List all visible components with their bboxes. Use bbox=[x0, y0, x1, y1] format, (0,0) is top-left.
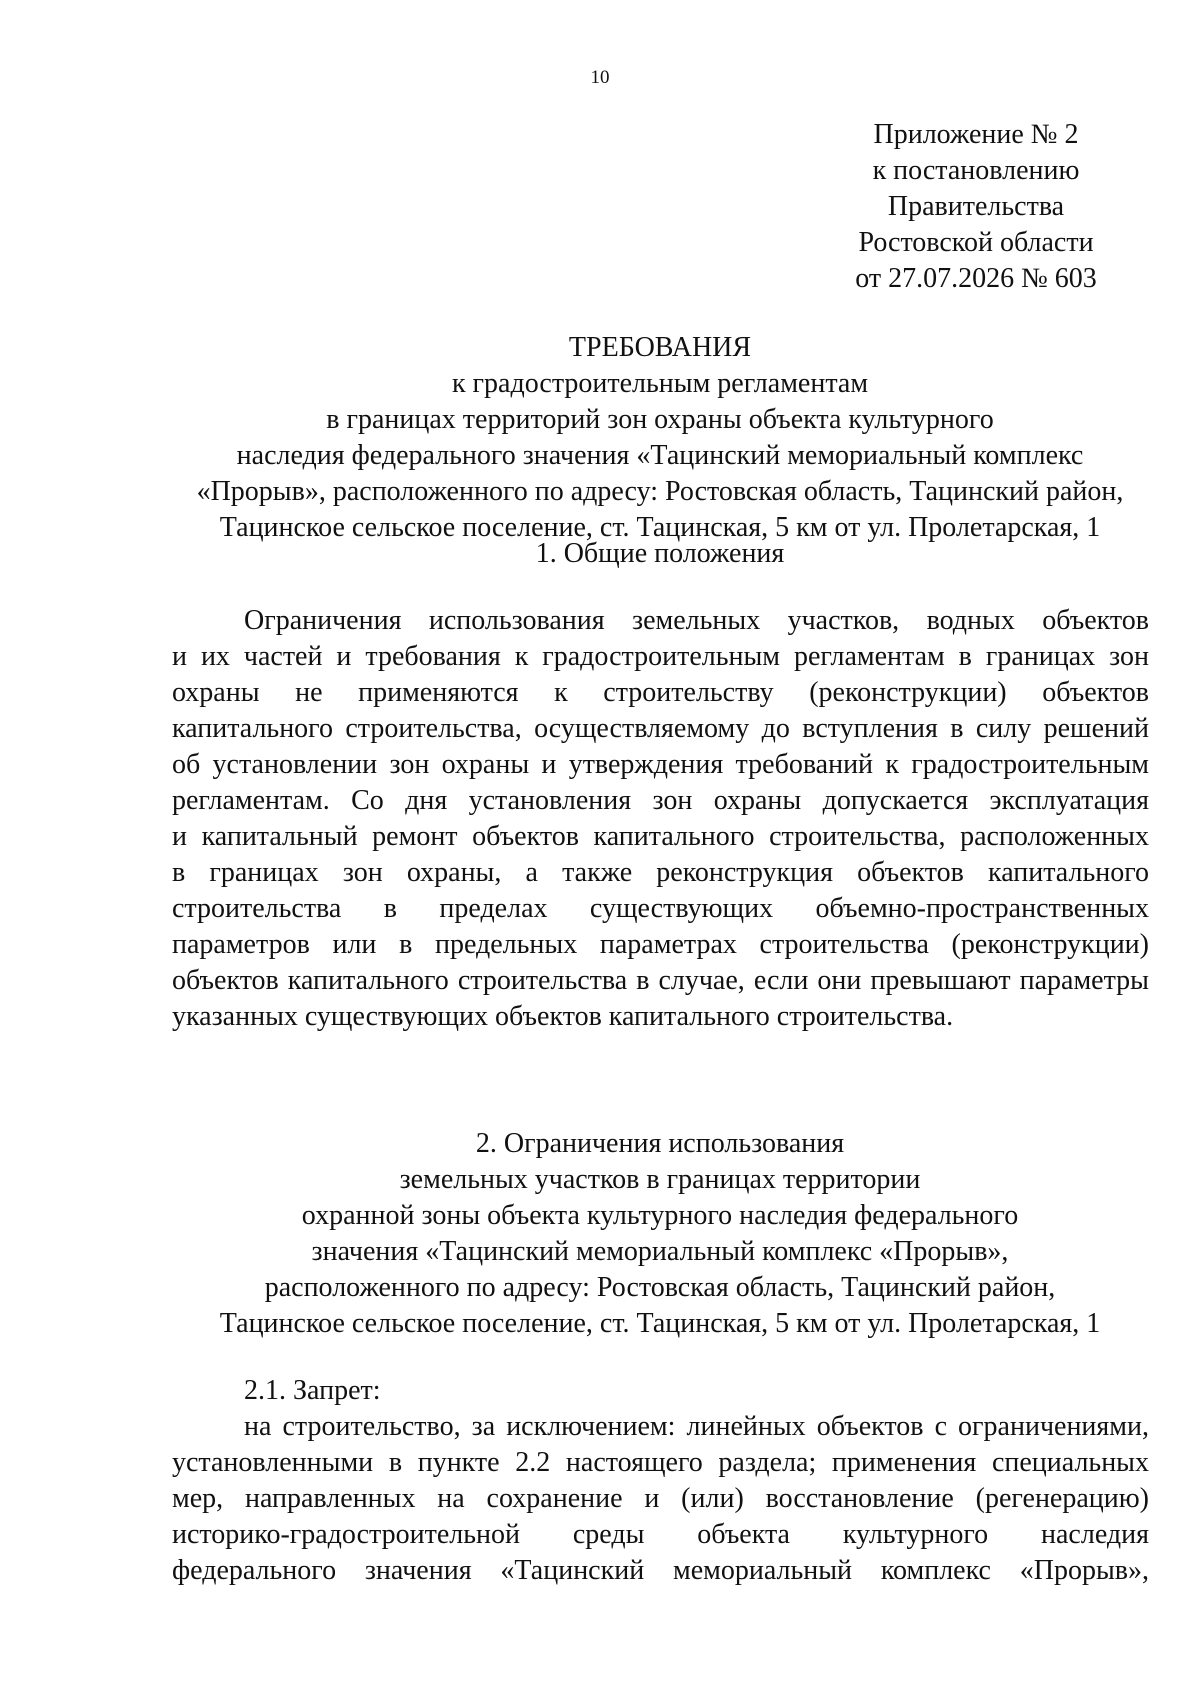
section-heading-line: охранной зоны объекта культурного наследия федерального bbox=[301, 1200, 1019, 1231]
section-2-heading bbox=[140, 1126, 1180, 1342]
paragraph-line: строительства в пределах существующих объемно-пространственных bbox=[172, 893, 1149, 924]
paragraph-line: параметров или в предельных параметрах строительства (реконструкции) bbox=[172, 929, 1149, 960]
paragraph-line: и их частей и требования к градостроительным регламентам в границах зон bbox=[172, 641, 1149, 672]
paragraph-line: об установлении зон охраны и утверждения требований к градостроительным bbox=[172, 749, 1149, 780]
title-line: к градостроительным регламентам bbox=[451, 368, 869, 399]
paragraph-line: установленными в пункте 2.2 настоящего раздела; применения специальных bbox=[172, 1447, 1149, 1478]
title-line: Тацинское сельское поселение, ст. Тацинская, 5 км от ул. Пролетарская, 1 bbox=[219, 512, 1101, 543]
paragraph-line: Ограничения использования земельных участков, водных объектов bbox=[244, 605, 1149, 636]
clause-label: 2.1. Запрет: bbox=[244, 1375, 381, 1406]
title-line: наследия федерального значения «Тацинский мемориальный комплекс bbox=[236, 440, 1084, 471]
appendix-line: от 27.07.2026 № 603 bbox=[855, 263, 1097, 294]
section-heading-line: 1. Общие положения bbox=[535, 538, 785, 569]
section-heading-line: 2. Ограничения использования bbox=[475, 1128, 845, 1159]
page-number: 10 bbox=[590, 67, 610, 88]
appendix-header bbox=[826, 117, 1126, 297]
paragraph-line: капитального строительства, осуществляемому до вступления в силу решений bbox=[172, 713, 1149, 744]
paragraph-line: историко-градостроительной среды объекта культурного наследия bbox=[172, 1519, 1149, 1550]
section-1-heading bbox=[140, 536, 1180, 572]
appendix-line: Ростовской области bbox=[858, 227, 1094, 258]
appendix-line: к постановлению bbox=[872, 155, 1080, 186]
section-heading-line: расположенного по адресу: Ростовская область, Тацинский район, bbox=[264, 1272, 1056, 1303]
appendix-line: Правительства bbox=[887, 191, 1065, 222]
title-line: «Прорыв», расположенного по адресу: Ростовская область, Тацинский район, bbox=[196, 476, 1124, 507]
title-line: в границах территорий зон охраны объекта культурного bbox=[326, 404, 994, 435]
paragraph-line: в границах зон охраны, а также реконструкция объектов капитального bbox=[172, 857, 1149, 888]
paragraph-line: на строительство, за исключением: линейных объектов с ограничениями, bbox=[244, 1411, 1149, 1442]
paragraph-line: охраны не применяются к строительству (реконструкции) объектов bbox=[172, 677, 1149, 708]
title-heading: ТРЕБОВАНИЯ bbox=[568, 332, 752, 363]
paragraph-line: и капитальный ремонт объектов капитального строительства, расположенных bbox=[172, 821, 1149, 852]
section-heading-line: Тацинское сельское поселение, ст. Тацинская, 5 км от ул. Пролетарская, 1 bbox=[219, 1308, 1101, 1339]
section-heading-line: земельных участков в границах территории bbox=[399, 1164, 921, 1195]
paragraph-line: регламентам. Со дня установления зон охраны допускается эксплуатация bbox=[172, 785, 1149, 816]
paragraph-line: федерального значения «Тацинский мемориальный комплекс «Прорыв», bbox=[172, 1555, 1149, 1586]
document-title bbox=[140, 330, 1180, 546]
paragraph-line: объектов капитального строительства в случае, если они превышают параметры bbox=[172, 965, 1149, 996]
paragraph-line: мер, направленных на сохранение и (или) восстановление (регенерацию) bbox=[172, 1483, 1149, 1514]
section-1-paragraph bbox=[172, 603, 1149, 1035]
paragraph-line: указанных существующих объектов капитального строительства. bbox=[172, 1001, 954, 1032]
clause-paragraph bbox=[172, 1409, 1149, 1589]
appendix-line: Приложение № 2 bbox=[873, 119, 1079, 150]
section-heading-line: значения «Тацинский мемориальный комплекс «Прорыв», bbox=[311, 1236, 1009, 1267]
